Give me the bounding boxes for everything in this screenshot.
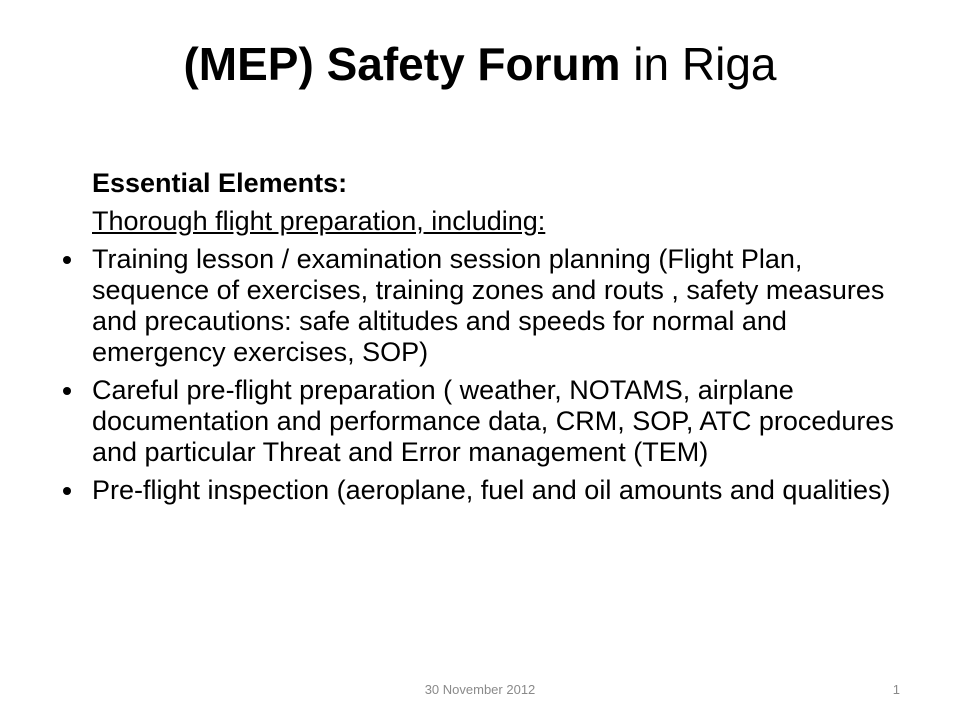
bullet-icon [63, 387, 71, 395]
bullet-text: Training lesson / examination session planning (Flight Plan, sequence of exercises, training zones and routs , safety measures and precautions: safe altitudes and speeds for normal and emergency exercises, SOP) [92, 244, 885, 367]
bullet-icon [63, 487, 71, 495]
slide-title-rest: in Riga [620, 38, 777, 90]
page-number: 1 [892, 682, 900, 697]
bullet-item [62, 375, 922, 468]
bullet-text: Pre-flight inspection (aeroplane, fuel and oil amounts and qualities) [92, 475, 891, 505]
bullet-icon [63, 256, 71, 264]
flight-preparation-subheading: Thorough flight preparation, including: [92, 206, 546, 236]
bullet-text: Careful pre-flight preparation ( weather, NOTAMS, airplane documentation and performance data, CRM, SOP, ATC procedures and particular Threat and Error management (TEM) [92, 375, 894, 467]
bullet-item [62, 244, 922, 368]
footer-date: 30 November 2012 [424, 682, 536, 697]
slide-title-bold: (MEP) Safety Forum [183, 38, 621, 90]
slide-content [62, 168, 922, 513]
bullet-item [62, 475, 922, 506]
slide-title [0, 38, 960, 91]
essential-elements-heading: Essential Elements: [92, 168, 348, 198]
bullet-list [62, 244, 922, 506]
